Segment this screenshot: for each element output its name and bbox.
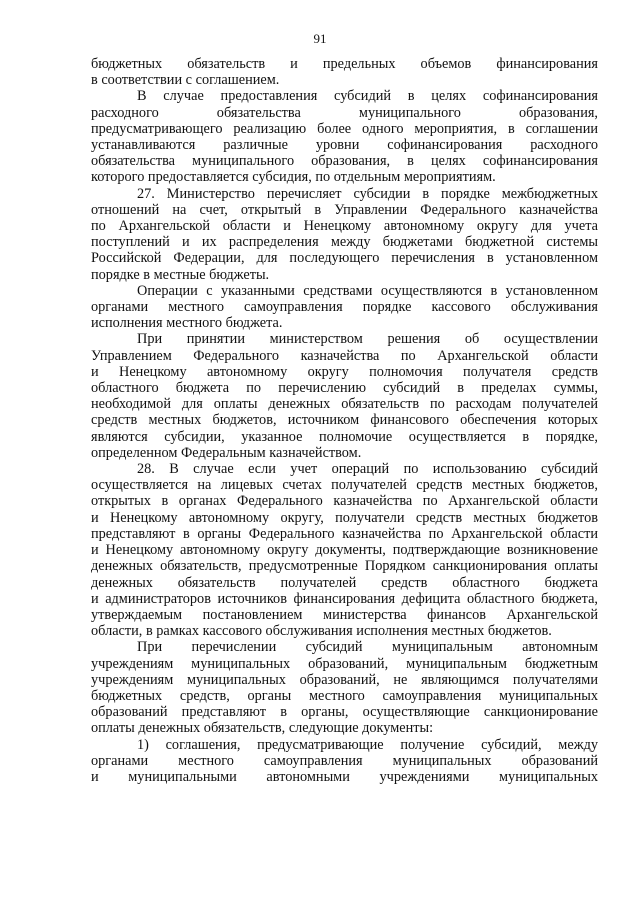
text-line: являются субсидии, указанное полномочие осуществляется в порядке, <box>91 428 598 445</box>
text-line: и Ненецкому автономному округу, получатели средств местных бюджетов <box>91 509 598 526</box>
text-line: Управлением Федерального казначейства по Архангельской области <box>91 347 598 364</box>
text-line: В случае предоставления субсидий в целях софинансирования <box>137 88 598 105</box>
text-line: которого предоставляется субсидия, по отдельным мероприятиям. <box>91 169 496 186</box>
text-line: по Архангельской области и Ненецкому автономному округу для учета <box>91 218 598 235</box>
text-line: При перечислении субсидий муниципальным автономным <box>137 639 598 656</box>
text-line: оплаты денежных обязательств, следующие документы: <box>91 720 434 737</box>
text-line: учреждениям муниципальных образований, муниципальным бюджетным <box>91 655 598 672</box>
text-line: представляют в органы Федерального казначейства по Архангельской области <box>91 525 598 542</box>
text-line: утверждаемым постановлением министерства финансов Архангельской <box>91 606 598 623</box>
text-line: учреждениям муниципальных образований, не являющимся получателями <box>91 671 598 688</box>
text-line: денежных обязательств получателей средств областного бюджета <box>91 574 598 591</box>
text-line: средств местных бюджетов, источником финансового обеспечения которых <box>91 412 598 429</box>
text-line: поступлений и их распределения между бюджетами бюджетной системы <box>91 234 598 251</box>
text-line: порядке в местные бюджеты. <box>91 266 270 283</box>
text-line: и администраторов источников финансирования дефицита областного бюджета, <box>91 590 598 607</box>
text-line: в соответствии с соглашением. <box>91 72 280 89</box>
text-line: и муниципальными автономными учреждениями муниципальных <box>91 768 598 785</box>
text-line: необходимой для оплаты денежных обязательств по расходам получателей <box>91 396 598 413</box>
text-line: Российской Федерации, для последующего перечисления в установленном <box>91 250 598 267</box>
text-line: области, в рамках кассового обслуживания исполнения местных бюджетов. <box>91 623 552 640</box>
text-line: органами местного самоуправления муниципальных образований <box>91 752 598 769</box>
text-line: Операции с указанными средствами осуществляются в установленном <box>137 282 598 299</box>
text-line: бюджетных средств, органы местного самоуправления муниципальных <box>91 687 598 704</box>
text-line: осуществляется на лицевых счетах получателей средств местных бюджетов, <box>91 477 598 494</box>
body-text <box>91 56 598 785</box>
text-line: обязательства муниципального образования, в целях софинансирования <box>91 153 598 170</box>
text-line: 28. В случае если учет операций по использованию субсидий <box>137 461 598 478</box>
text-line: определенном Федеральным казначейством. <box>91 444 362 461</box>
text-line: и Ненецкому автономному округу документы, подтверждающие возникновение <box>91 542 598 559</box>
text-line: устанавливаются различные уровни софинансирования расходного <box>91 137 598 154</box>
text-line: органами местного самоуправления порядке кассового обслуживания <box>91 299 598 316</box>
page-number: 91 <box>313 31 327 46</box>
text-line: и Ненецкому автономному округу полномочия получателя средств <box>91 363 598 380</box>
text-line: При принятии министерством решения об осуществлении <box>137 331 598 348</box>
text-line: денежных обязательств, предусмотренные Порядком санкционирования оплаты <box>91 558 598 575</box>
text-line: областного бюджета по перечислению субсидий в пределах суммы, <box>91 380 598 397</box>
text-line: образований представляют в органы, осуществляющие санкционирование <box>91 704 598 721</box>
text-line: 1) соглашения, предусматривающие получение субсидий, между <box>137 736 598 753</box>
text-line: предусматривающего реализацию более одного мероприятия, в соглашении <box>91 120 598 137</box>
text-line: 27. Министерство перечисляет субсидии в порядке межбюджетных <box>137 185 598 202</box>
text-line: расходного обязательства муниципального образования, <box>91 104 598 121</box>
text-line: бюджетных обязательств и предельных объемов финансирования <box>91 56 598 72</box>
text-line: открытых в органах Федерального казначейства по Архангельской области <box>91 493 598 510</box>
text-line: исполнения местного бюджета. <box>91 315 283 332</box>
text-line: отношений на счет, открытый в Управлении Федерального казначейства <box>91 201 598 218</box>
